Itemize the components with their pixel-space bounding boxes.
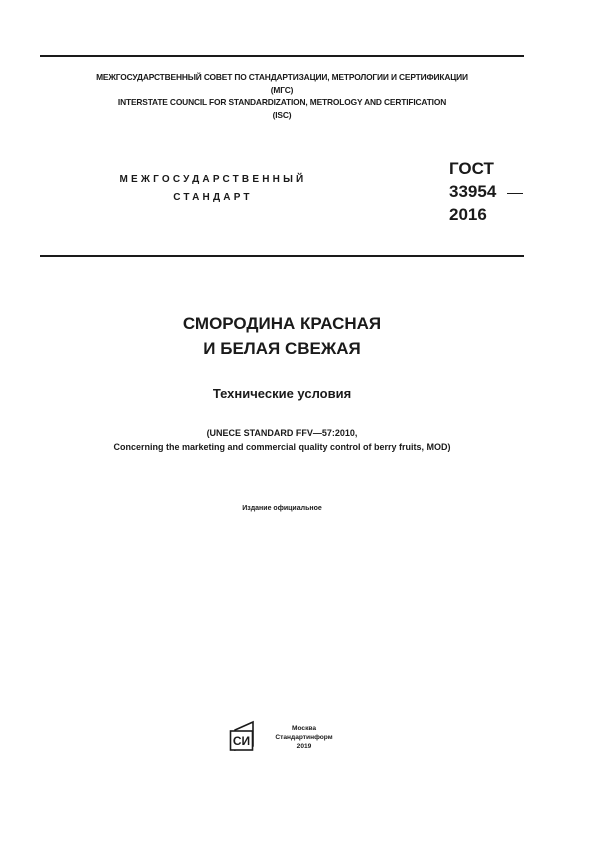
document-title-line2: И БЕЛАЯ СВЕЖАЯ bbox=[203, 339, 361, 358]
publisher-name: Стандартинформ bbox=[275, 734, 333, 741]
publisher-city: Москва bbox=[291, 725, 317, 732]
international-reference bbox=[30, 426, 534, 454]
document-title-line1: СМОРОДИНА КРАСНАЯ bbox=[182, 314, 382, 333]
reference-line2: Concerning the marketing and commercial quality control of berry fruits, MOD) bbox=[113, 442, 451, 452]
document-subtitle: Технические условия bbox=[212, 386, 352, 401]
publisher-year: 2019 bbox=[296, 743, 312, 750]
middle-rule bbox=[40, 255, 524, 257]
council-name-ru: МЕЖГОСУДАРСТВЕННЫЙ СОВЕТ ПО СТАНДАРТИЗАЦИИ, МЕТРОЛОГИИ И СЕРТИФИКАЦИИ bbox=[96, 72, 468, 82]
council-header bbox=[40, 71, 524, 121]
edition-note: Издание официальное bbox=[242, 505, 322, 512]
council-name-en: INTERSTATE COUNCIL FOR STANDARDIZATION, METROLOGY AND CERTIFICATION bbox=[117, 97, 447, 107]
standard-kind bbox=[68, 171, 358, 207]
standard-kind-line2: СТАНДАРТ bbox=[173, 192, 253, 203]
gost-number: 33954 bbox=[449, 182, 497, 201]
reference-line1: (UNECE STANDARD FFV—57:2010, bbox=[206, 428, 358, 438]
svg-text:СИ: СИ bbox=[232, 734, 251, 748]
top-rule bbox=[40, 55, 524, 57]
council-abbr-ru: (МГС) bbox=[270, 84, 294, 95]
publisher-block bbox=[264, 724, 344, 751]
document-title bbox=[40, 311, 524, 361]
standartinform-logo-icon bbox=[229, 720, 259, 752]
gost-designation bbox=[449, 157, 496, 226]
gost-year: 2016 bbox=[449, 205, 487, 224]
gost-prefix: ГОСТ bbox=[449, 159, 494, 178]
standard-kind-line1: МЕЖГОСУДАРСТВЕННЫЙ bbox=[119, 174, 307, 185]
council-abbr-en: (ISC) bbox=[272, 109, 292, 120]
